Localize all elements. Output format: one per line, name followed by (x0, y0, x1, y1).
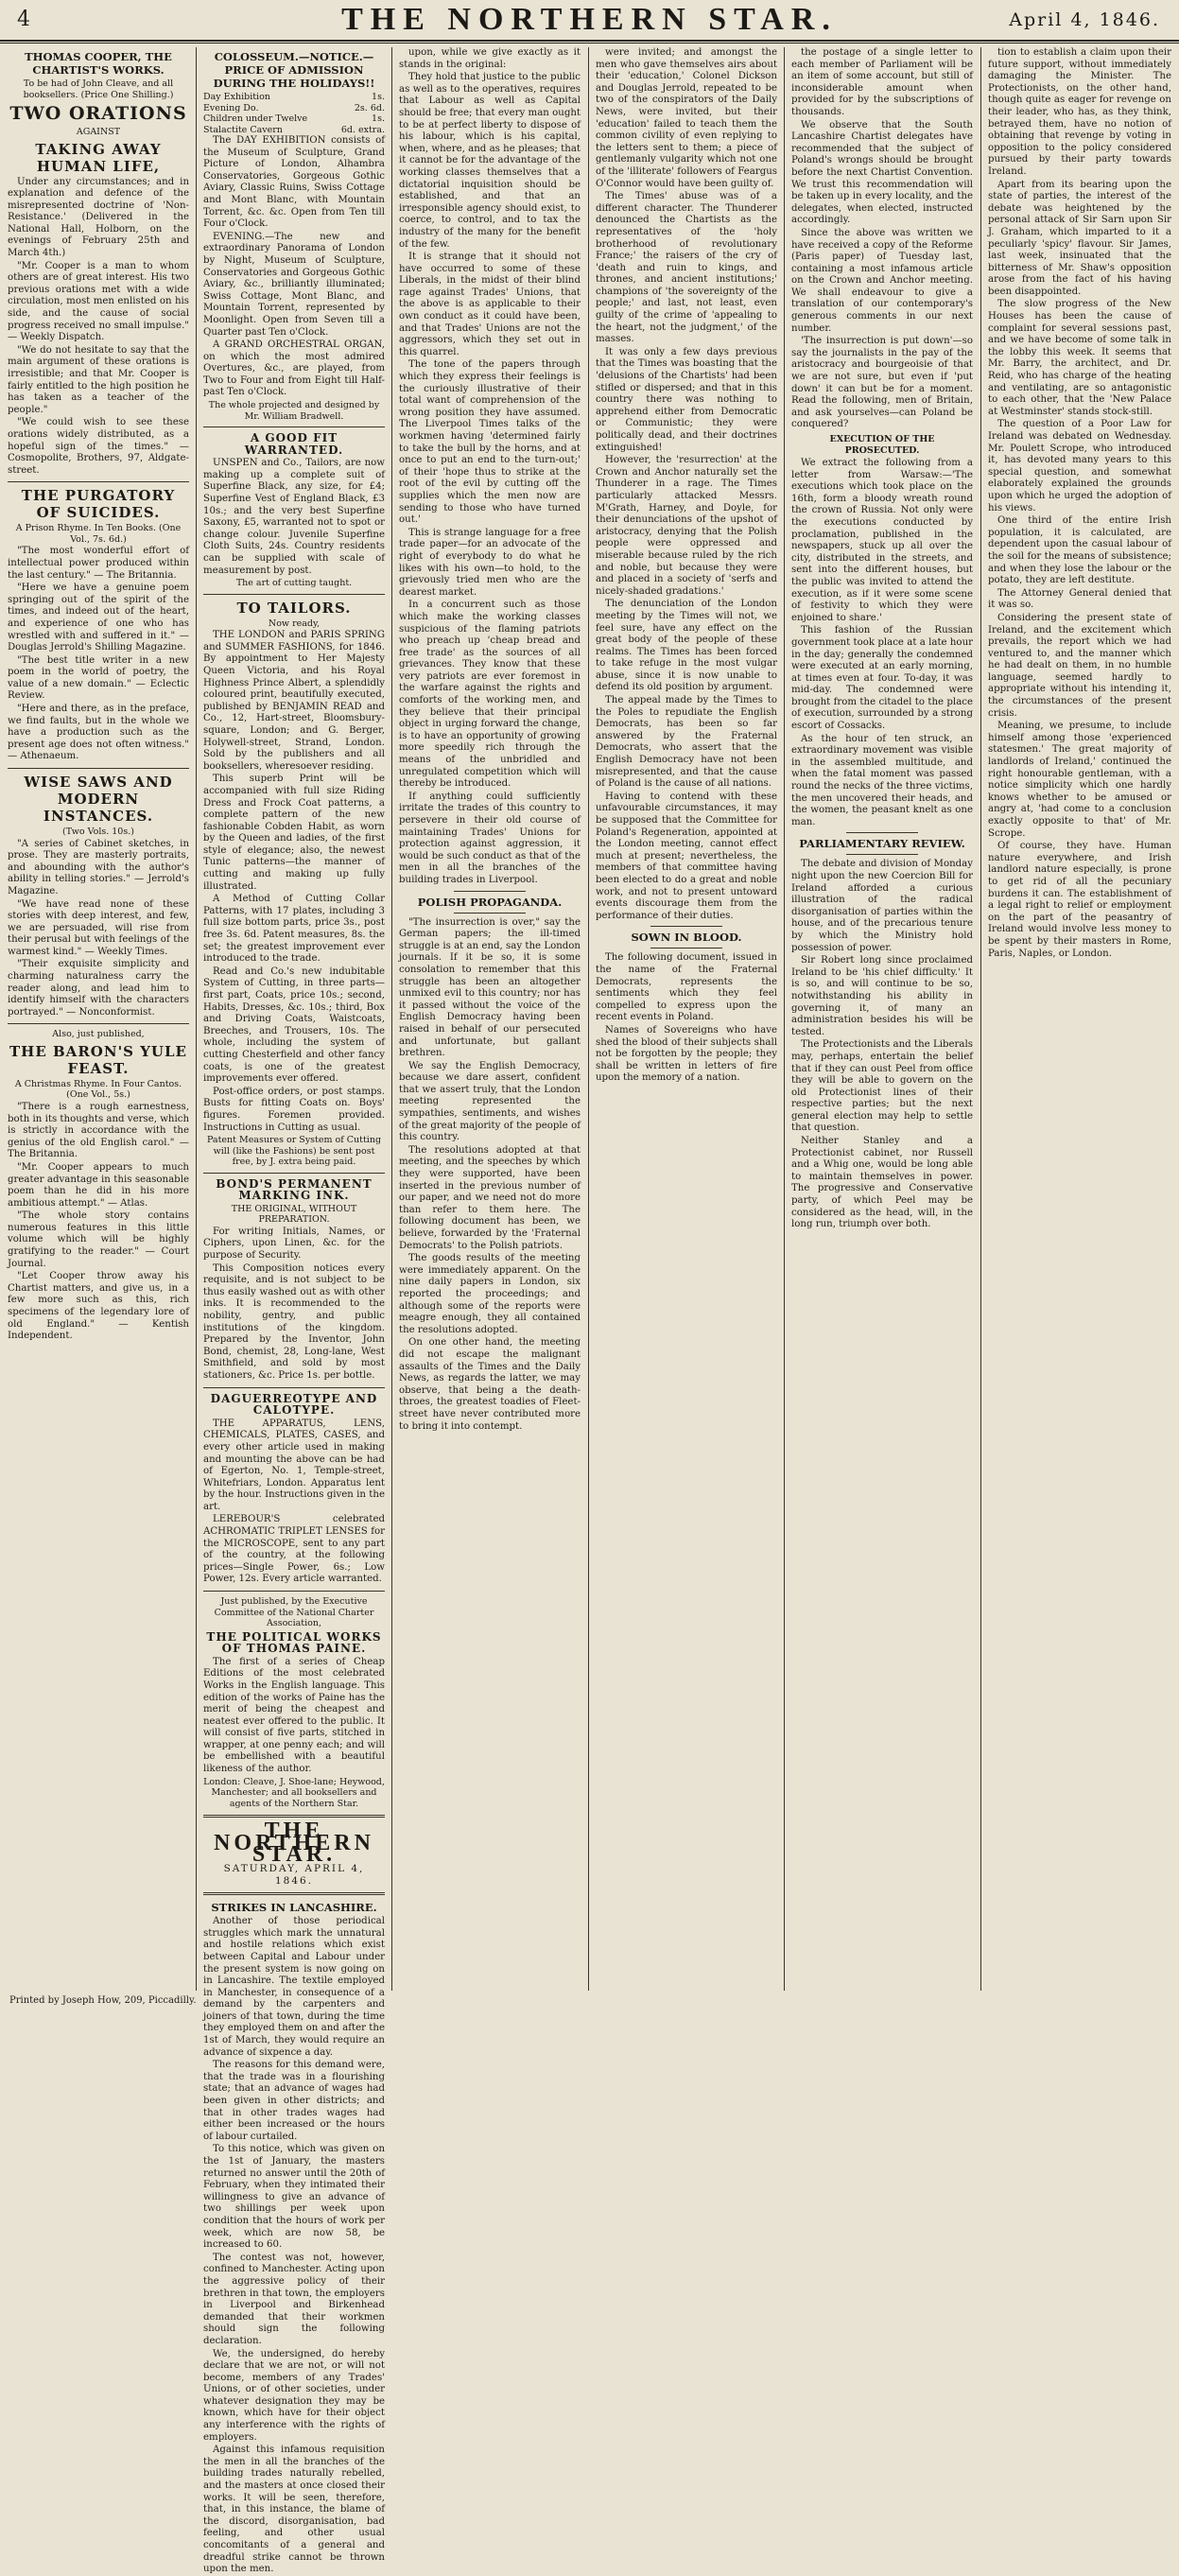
article-paragraph: The tone of the papers through which they express their feelings is the curiously illustrative of their total want of comprehension of the wrong position they have assumed. The Liverpool Times talks of the workmen having 'determined fairly to take the bull by the horns, and at once to put an end to the turn-out;' of their 'hope thus to strike at the root of the evil by cutting off the supplies which the men now are sending to those who have turned out.' (399, 359, 581, 526)
article-paragraph: As the hour of ten struck, an extraordinary movement was visible in the assembled multitude, and when the fatal moment was passed round the necks of the three victims, the men uncovered their heads, and the women, the peasant knelt as one man. (791, 733, 973, 827)
article-paragraph: The Attorney General denied that it was so. (988, 587, 1171, 611)
paper-name: THE NORTHERN STAR. (341, 2, 838, 37)
column-rule (391, 47, 392, 1991)
ad-heading: COLOSSEUM.—NOTICE.—PRICE OF ADMISSION DURING THE HOLIDAYS!! (213, 50, 375, 90)
ad-paragraph: UNSPEN and Co., Tailors, are now making up a complete suit of Superfine Black, any size, for £4; Superfine Vest of England Black, £3 10s.; and the very best Superfine Saxony, £5, warranted not to spot or change colour. Juvenile Superfine Cloth Suits, 24s. Country residents can be supplied with scale of measurement by post. (203, 458, 385, 576)
ad-heading: THE POLITICAL WORKS OF THOMAS PAINE. (206, 1629, 382, 1656)
ad-paragraph: "The best title writer in a new poem in the world of poetry, the value of a new domain." — Eclectic Review. (8, 654, 189, 702)
issue-date: April 4, 1846. (1009, 9, 1160, 30)
ad-paragraph: "A series of Cabinet sketches, in prose. They are masterly portraits, and abounding with the author's ability in telling stories." — Jerrold's Magazine. (8, 838, 189, 896)
price-row (203, 92, 385, 103)
printer-imprint: Printed by Joseph How, 209, Piccadilly. (9, 1995, 197, 2006)
divider (203, 426, 385, 427)
ad-heading: WISE SAWS AND MODERN INSTANCES. (24, 774, 173, 826)
price-row (203, 125, 385, 136)
article-paragraph: We observe that the South Lancashire Chartist delegates have recommended that the subject of Poland's wrongs should be brought before the next Chartist Convention. We trust this recommendation will be taken up in every locality, and the delegates, when elected, instructed accordingly. (791, 119, 973, 226)
article-paragraph: It was only a few days previous that the Times was boasting that the 'delusions of the Chartists' had been stifled or dispersed; and that in this country there was nothing to apprehend either from Democratic or Communistic; they were politically dead, and their doctrines extinguished! (596, 346, 777, 453)
ad-paragraph: A Method of Cutting Collar Patterns, with 17 plates, including 3 full size bottom parts, price 3s., post free 3s. 6d. Patent measures, 8s. the set; the greatest improvement ever introduced to the trade. (203, 894, 385, 965)
article-paragraph: To this notice, which was given on the 1st of January, the masters returned no answer until the 20th of February, when they intimated their willingness to give an advance of two shillings per week upon condition that the hours of work per week, which are now 58, be increased to 60. (203, 2144, 385, 2251)
ad-paragraph: "Mr. Cooper is a man to whom others are of great interest. His two previous orations met with a wide circulation, most men enlisted on his side, and the cause of social progress received no small impulse." — Weekly Dispatch. (8, 260, 189, 343)
column-2 (203, 47, 385, 2575)
ad-paragraph: Under any circumstances; and in explanation and defence of the misrepresented doctrine of 'Non-Resistance.' (Delivered in the National Hall, Holborn, on the evenings of February 25th and March 4th.) (8, 176, 189, 259)
ad-paragraph: Post-office orders, or post stamps. Busts for fitting Coats on. Boys' figures. Foremen provided. Instructions in Cutting as usual. (203, 1086, 385, 1133)
article-paragraph: Names of Sovereigns who have shed the blood of their subjects shall not be forgotten by the people; they shall be written in letters of fire upon the memory of a nation. (596, 1024, 777, 1084)
article-paragraph: were invited; and amongst the men who gave themselves airs about their 'education,' Colonel Dickson and Douglas Jerrold, repeated to be two of the conspirators of the Daily News, were invited, but their 'education' failed to teach them the common civility of even replying to the letters sent to them; a piece of gentlemanly vulgarity which not one of the 'illiterate' followers of Feargus O'Connor would have been guilty of. (596, 47, 777, 189)
article-paragraph: Another of those periodical struggles which mark the unnatural and hostile relations which exist between Capital and Labour under the present system is now going on in Lancashire. The textile employed in Manchester, in consequence of a demand by the carpenters and joiners of that town, during the time they employed them on and after the 1st of March, they would require an advance of sixpence a day. (203, 1916, 385, 2058)
price-label: Stalactite Cavern (203, 124, 283, 135)
ad-subheading: To be had of John Cleave, and all booksellers. (Price One Shilling.) (23, 78, 174, 100)
article-heading: SOWN IN BLOOD. (631, 931, 742, 945)
article-paragraph: This fashion of the Russian government took place at a late hour in the day; generally the condemned were executed at an early morning, at times even at four. To-day, it was mid-day. The condemned were brought from the citadel to the place of execution, surrounded by a strong escort of Cossacks. (791, 625, 973, 732)
divider (846, 854, 919, 855)
divider (203, 594, 385, 595)
ad-paragraph: "Here we have a genuine poem springing out of the spirit of the times, and indeed out of the heart, and experience of one who has wrestled with and suffered in it." — Douglas Jerrold's Shilling Magazine. (8, 583, 189, 653)
column-rule (784, 47, 785, 1991)
ad-paragraph: This superb Print will be accompanied with full size Riding Dress and Frock Coat patterns, a complete pattern of the new fashionable Cobden Habit, as worn by the Queen and ladies, of the first style of elegance; also, the newest Tunic patterns—the manner of cutting and making up fully illustrated. (203, 774, 385, 892)
ad-heading: TWO ORATIONS (9, 103, 187, 124)
column-5 (791, 47, 973, 1991)
article-paragraph: We, the undersigned, do hereby declare that we are not, or will not become, members of any Trades' Unions, or of other societies, under whatever designation they may be known, which have for their object any interference with the rights of employers. (203, 2348, 385, 2443)
ad-paragraph: For writing Initials, Names, or Ciphers, upon Linen, &c. for the purpose of Security. (203, 1226, 385, 1261)
divider (203, 1387, 385, 1388)
ad-paragraph: "Mr. Cooper appears to much greater advantage in this seasonable poem than he did in his more ambitious attempt." — Atlas. (8, 1161, 189, 1209)
ad-footer: The art of cutting taught. (235, 578, 353, 589)
divider (203, 1591, 385, 1592)
divider (650, 948, 723, 949)
article-paragraph: Having to contend with these unfavourable circumstances, it may be supposed that the Committee for Poland's Regeneration, appointed at the London meeting, cannot effect much at present; nevertheless, the members of that committee having been elected to do a great and noble work, and not to present untoward events discourage them from the performance of their duties. (596, 791, 777, 921)
article-paragraph: It is strange that it should not have occurred to some of these Liberals, in the midst of their blind rage against Trades' Unions, that the above is as applicable to their own conduct as it could have been, and that Trades' Unions are not the aggressors, which they set out in this quarrel. (399, 252, 581, 357)
article-paragraph: The reasons for this demand were, that the trade was in a flourishing state; that an advance of wages had been given in other districts; and that in other trades wages had either been increased or the hours of labour curtailed. (203, 2060, 385, 2142)
ad-heading: BOND'S PERMANENT MARKING INK. (216, 1176, 373, 1203)
article-paragraph: The slow progress of the New Houses has been the cause of complaint for several sessions past, and we have become of some talk in the lobby this week. It seems that Mr. Barry, the architect, and Dr. Reid, who has charge of the heating and ventilating, are so antagonistic to each other, that the 'New Palace at Westminster' stands stock-still. (988, 299, 1171, 417)
article-paragraph: Since the above was written we have received a copy of the Reforme (Paris paper) of Tuesday last, containing a most infamous article on the Crown and Anchor meeting. We shall endeavour to give a translation of our contemporary's generous comments in our next number. (791, 227, 973, 334)
article-paragraph: The Times' abuse was of a different character. The Thunderer denounced the Chartists as the representatives of the 'holy brotherhood of revolutionary France;' the raisers of the cry of 'death and ruin to kings, and thrones, and ancient institutions;' champions of 'the sovereignty of the people;' and last, not least, even guilty of the crime of 'appealing to the heart, not the judgment,' of the masses. (596, 191, 777, 345)
divider (203, 1815, 385, 1818)
ad-paragraph: LEREBOUR'S celebrated ACHROMATIC TRIPLET LENSES for the MICROSCOPE, sent to any part of the country, at the following prices—Single Power, 6s.; Low Power, 12s. Every article warranted. (203, 1514, 385, 1585)
article-paragraph: 'The insurrection is put down'—so say the journalists in the pay of the aristocracy and bourgeoisie of that we are not sure, but even if 'put down' it can but be for a moment. Read the following, men of Britain, and ask yourselves—can Poland be conquered? (791, 336, 973, 430)
ad-heading: TO TAILORS. (236, 599, 352, 617)
ad-paragraph: "There is a rough earnestness, both in its thoughts and verse, which is strictly in accordance with the genius of the old English carol." — The Britannia. (8, 1101, 190, 1160)
ad-heading: THE PURGATORY OF SUICIDES. (21, 487, 176, 522)
ad-subheading: Also, just published, (52, 1029, 145, 1040)
ad-footer: London: Cleave, J. Shoe-lane; Heywood, Manchester; and all booksellers and agents of the Northern Star. (203, 1776, 385, 1809)
ad-paragraph: The DAY EXHIBITION consists of the Museum of Sculpture, Grand Picture of London, Alhambra Conservatories, Gorgeous Gothic Aviary, Classic Ruins, Swiss Cottage and Mont Blanc, with Mountain Torrent, &c. &c. Open from Ten till Four o'Clock. (203, 135, 385, 230)
ad-paragraph: "We have read none of these stories with deep interest, and few, we are persuaded, will rise from their perusal but with feelings of the warmest kind." — Weekly Times. (8, 898, 189, 957)
ad-paragraph: A GRAND ORCHESTRAL ORGAN, on which the most admired Overtures, &c., are played, from Two to Four and from Eight till Half-past Ten o'Clock. (203, 339, 385, 398)
divider (8, 481, 189, 482)
ad-heading: A GOOD FIT WARRANTED. (244, 431, 344, 457)
article-paragraph: Against this infamous requisition the men in all the branches of the building trades naturally rebelled, and the masters at once closed their works. It will be seen, therefore, that, in this instance, the blame of the discord, disorganisation, bad feeling, and other usual concomitants of a general and dreadful strike cannot be thrown upon the men. (203, 2445, 385, 2575)
masthead (0, 0, 1179, 42)
ad-paragraph: This Composition notices every requisite, and is not subject to be thus easily washed out as with other inks. It is recommended to the nobility, gentry, and public institutions of the kingdom. Prepared by the Inventor, John Bond, chemist, 28, Long-lane, West Smithfield, and sold by most stationers, &c. Price 1s. per bottle. (203, 1262, 385, 1381)
ad-paragraph: "The most wonderful effort of intellectual power produced within the last century." — The Britannia. (8, 546, 189, 581)
ad-paragraph: THE APPARATUS, LENS, CHEMICALS, PLATES, CASES, and every other article used in making and mounting the above can be had of Egerton, No. 1, Temple-street, Whitefriars, London. Apparatus lent by the hour. Instructions given in the art. (203, 1418, 385, 1512)
price-value: 6d. extra. (340, 124, 385, 135)
divider (203, 1892, 385, 1895)
article-paragraph: In a concurrent such as those which make the working classes suspicious of the flaming patriots who preach up 'cheap bread and free trade' as the sources of all grievances. They know that these very patriots are ever foremost in the warfare against the rights and comforts of the working men, and they believe that their principal object in urging forward the change, is to have an opportunity of growing more speedily rich through the means of the unbridled and unregulated competition which will thereby be introduced. (399, 600, 581, 790)
article-paragraph: The goods results of the meeting were immediately apparent. On the nine daily papers in London, six reported the proceedings; and although some of the reports were meagre enough, they all contained the resolutions adopted. (399, 1253, 581, 1335)
article-paragraph: "The insurrection is over," say the German papers; the ill-timed struggle is at an end, say the London journals. If it be so, it is some consolation to remember that this struggle has been an altogether unmixed evil to this country; nor has it passed without the voice of the English Democracy having been raised in behalf of our persecuted and unfortunate, but gallant brethren. (399, 916, 581, 1059)
article-paragraph: Neither Stanley and a Protectionist cabinet, nor Russell and a Whig one, would be long able to maintain themselves in power. The progressive and Conservative party, of which Peel may be considered as the head, will, in the long run, triumph over both. (791, 1136, 973, 1230)
column-rule (588, 47, 589, 1991)
price-list (203, 92, 385, 135)
article-paragraph: tion to establish a claim upon their future support, without immediately damaging the Minister. The Protectionists, on the other hand, though quite as eager for revenge on their leader, who has, as they think, betrayed them, have no notion of obtaining that revenge by voting in opposition to the policy considered pursued by their party towards Ireland. (988, 47, 1171, 177)
ad-paragraph: The first of a series of Cheap Editions of the most celebrated Works in the English language. This edition of the works of Paine has the merit of being the cheapest and neatest ever offered to the public. It will consist of five parts, stitched in wrapper, at one penny each; and will be embellished with a beautiful likeness of the author. (203, 1656, 385, 1775)
ad-subheading: Just published, by the Executive Committee of the National Charter Association, (214, 1596, 374, 1629)
column-3 (399, 47, 581, 1991)
ad-paragraph: "We could wish to see these orations widely distributed, as a hopeful sign of the times." — Cosmopolite, Brothers, 97, Aldgate-street. (8, 417, 189, 476)
article-paragraph: If anything could sufficiently irritate the trades of this country to persevere in their old course of maintaining Trades' Unions for protection against aggression, it would be such conduct as that of the men in all the branches of the building trades in Liverpool. (399, 791, 581, 885)
ad-footer: Patent Measures or System of Cutting will (like the Fashions) be sent post free, by J. extra being paid. (206, 1135, 382, 1168)
price-label: Day Exhibition (203, 92, 270, 102)
article-paragraph: The denunciation of the London meeting by the Times will not, we feel sure, have any effect on the great body of the people of these realms. The Times has been forced to take refuge in the most vulgar abuse, since it is now unable to defend its old position by argument. (596, 599, 777, 693)
ad-subheading: AGAINST (76, 127, 121, 137)
divider (8, 1023, 189, 1024)
article-paragraph: The contest was not, however, confined to Manchester. Acting upon the aggressive policy of their brethren in that town, the employers in Liverpool and Birkenhead demanded that their workmen should sign the following declaration. (203, 2252, 385, 2346)
article-paragraph: The Protectionists and the Liberals may, perhaps, entertain the belief that if they can oust Peel from office they will be able to govern on the old Protectionist lines of their respective parties; but the next general election may help to settle that question. (791, 1039, 973, 1134)
ad-paragraph: "Let Cooper throw away his Chartist matters, and give us, in a few more such as this, rich specimens of the legendary lore of old England." — Kentish Independent. (8, 1271, 189, 1342)
article-paragraph: We extract the following from a letter from Warsaw:—'The executions which took place on the 16th, form a bloody wreath round the crown of Russia. Not only were the executions conducted by proclamation, published in the newspapers, stuck up all over the city, distributed in the streets, and sent into the different houses, but the public was invited to attend the execution, as if it were some scene of festivity to which they were enjoined to share.' (791, 458, 973, 623)
divider (846, 832, 919, 833)
ad-paragraph: "The whole story contains numerous features in this little volume which will be highly gratifying to the reader." — Court Journal. (8, 1210, 189, 1269)
column-1 (8, 47, 189, 1991)
article-paragraph: The resolutions adopted at that meeting, and the speeches by which they were supported, have been inserted in the previous number of our paper, and we need not do more than refer to them here. The following document has been, we believe, forwarded by the 'Fraternal Democrats' to the Polish patriots. (399, 1144, 581, 1251)
price-value: 1s. (372, 113, 385, 124)
ad-paragraph: "We do not hesitate to say that the main argument of these orations is irresistible; and that Mr. Cooper is fairly entitled to the high position he has taken as a teacher of the people." (8, 344, 189, 415)
ad-heading: DAGUERREOTYPE AND CALOTYPE. (210, 1391, 378, 1418)
article-paragraph: On one other hand, the meeting did not escape the malignant assaults of the Times and the Daily News, as regards the latter, we may observe, that being a the death-throes, the greatest toadies of Fleet-street have never contributed more to bring it into contempt. (399, 1337, 581, 1432)
article-paragraph: Of course, they have. Human nature everywhere, and Irish landlord nature especially, is prone to get rid of all the pecuniary burdens it can. The establishment of a legal right to relief or employment on the part of the peasantry of Ireland would involve less money to be spent by their masters in Rome, Paris, Naples, or London. (988, 841, 1171, 959)
price-label: Children under Twelve (203, 113, 308, 124)
column-rule (980, 47, 981, 1991)
ad-subheading: Now ready, (268, 618, 321, 629)
article-paragraph: The question of a Poor Law for Ireland was debated on Wednesday. Mr. Poulett Scrope, who introduced it, has devoted many years to this special question, and somewhat elaborately explained the grounds upon which he urged the adoption of his views. (988, 419, 1171, 513)
price-row (203, 103, 385, 114)
article-paragraph: Sir Robert long since proclaimed Ireland to be 'his chief difficulty.' It is so, and will continue to be so, notwithstanding his ability in governing it, of many an administration besides his will be tested. (791, 955, 973, 1037)
article-paragraph: the postage of a single letter to each member of Parliament will be an item of some account, but still of inconsiderable amount when provided for by the subscriptions of thousands. (791, 47, 973, 117)
article-paragraph: However, the 'resurrection' at the Crown and Anchor naturally set the Thunderer in a rage. The Times particularly attacked Messrs. M'Grath, Harney, and Doyle, for their denunciations of the upshot of aristocracy, denying that the Polish people were oppressed and miserable because ruled by the rich and noble, but because they were and placed in a society of 'serfs and nicely-shaded gradations.' (596, 455, 777, 597)
article-paragraph: This is strange language for a free trade paper—for an advocate of the right of everybody to do what he likes with his own—to hold, to the grievously tried men who are the dearest market. (399, 527, 581, 598)
page-number: 4 (17, 8, 30, 31)
ad-paragraph: EVENING.—The new and extraordinary Panorama of London by Night, Museum of Sculpture, Conservatories and Gorgeous Gothic Aviary, &c., brilliantly illuminated; Swiss Cottage, Mont Blanc, and Mountain Torrent, represented by Moonlight. Open from Seven till a Quarter past Ten o'Clock. (203, 231, 385, 338)
ad-paragraph: "Their exquisite simplicity and charming naturalness carry the reader along, and lead him to identify himself with the characters portrayed." — Nonconformist. (8, 959, 189, 1018)
masthead-rule (0, 43, 1179, 44)
article-paragraph: They hold that justice to the public as well as to the operatives, requires that Labour as well as Capital should be free; that every man ought to be at perfect liberty to dispose of his labour, which is his capital, when, where, and as he pleases; that it cannot be for the advantage of the working classes themselves that a dictatorial inquisition should be established, and that an irresponsible agency should exist, to coerce, to control, and to tax the industry of the many for the benefit of the few. (399, 72, 581, 250)
article-heading: PARLIAMENTARY REVIEW. (799, 837, 965, 851)
article-paragraph: The debate and division of Monday night upon the new Coercion Bill for Ireland afforded a curious illustration of the radical disorganisation of parties within the house, and of the precarious tenure by which the Ministry hold possession of power. (791, 859, 973, 953)
column-4 (596, 47, 777, 1991)
article-paragraph: Apart from its bearing upon the state of parties, the interest of the debate was heightened by the personal attack of Sir Sarn upon Sir J. Graham, which imparted to it a peculiarly 'spicy' flavour. Sir James, last week, insinuated that the bitterness of Mr. Shaw's opposition arose from the fact of his having been disappointed. (988, 179, 1171, 297)
ad-footer: The whole projected and designed by Mr. William Bradwell. (208, 400, 380, 422)
article-paragraph: The following document, issued in the name of the Fraternal Democrats, represents the sentiments which they feel compelled to express upon the recent events in Poland. (596, 952, 777, 1023)
article-paragraph: Considering the present state of Ireland, and the excitement which prevails, the report which we had ventured to, and the manner which he had dealt on them, in no humble language, seemed hardly to appropriate without his intending it, the circumstances of the present crisis. (988, 612, 1171, 719)
ad-subheading: (Two Vols. 10s.) (62, 827, 134, 838)
ad-subheading: A Prison Rhyme. In Ten Books. (One Vol., 7s. 6d.) (15, 523, 182, 545)
ad-paragraph: Read and Co.'s new indubitable System of Cutting, in three parts—first part, Coats, price 10s.; second, Habits, Dresses, &c. 10s.; third, Box and Driving Coats, Waistcoats, Breeches, and Trousers, 10s. The whole, including the system of cutting Chesterfield and other fancy coats, is one of the greatest improvements ever offered. (203, 966, 385, 1085)
ad-heading: TAKING AWAY HUMAN LIFE, (35, 140, 162, 175)
ad-paragraph: THE LONDON and PARIS SPRING and SUMMER FASHIONS, for 1846. By appointment to Her Majesty Queen Victoria, and his Royal Highness Prince Albert, a splendidly coloured print, beautifully executed, published by BENJAMIN READ and Co., 12, Hart-street, Bloomsbury-square, London; and G. Berger, Holywell-street, Strand, London. Sold by the publishers and all booksellers, wheresoever residing. (203, 630, 385, 772)
ad-subheading: THE ORIGINAL, WITHOUT PREPARATION. (231, 1203, 357, 1226)
article-heading: EXECUTION OF THE PROSECUTED. (829, 434, 935, 456)
ad-subheading: A Christmas Rhyme. In Four Cantos. (One Vol., 5s.) (14, 1078, 182, 1101)
article-heading: POLISH PROPAGANDA. (417, 895, 563, 909)
ad-paragraph: "Here and there, as in the preface, we find faults, but in the whole we have a production such as the present age does not often witness." — Athenaeum. (8, 704, 189, 762)
divider (650, 926, 723, 927)
ad-heading: THOMAS COOPER, THE CHARTIST'S WORKS. (25, 50, 172, 77)
article-paragraph: Meaning, we presume, to include himself among those 'experienced statesmen.' The great majority of landlords of Ireland,' continued the right honourable gentleman, with a notice simplicity which one hardly knows whether to be amused or angry at, 'had come to a conclusion exactly opposite to that' of Mr. Scrope. (988, 721, 1171, 839)
ad-heading: THE BARON'S YULE FEAST. (9, 1042, 187, 1077)
price-label: Evening Do. (203, 102, 259, 113)
section-nameplate: THE NORTHERN STAR. (214, 1819, 374, 1868)
article-heading: STRIKES IN LANCASHIRE. (211, 1901, 377, 1915)
divider (454, 913, 527, 914)
divider (8, 768, 189, 769)
column-6 (988, 47, 1171, 1991)
column-rule (196, 47, 197, 1991)
divider (203, 1173, 385, 1174)
article-paragraph: The appeal made by the Times to the Poles to repudiate the English Democrats, has been so far answered by the Fraternal Democrats, who assert that the English Democracy have not been misrepresented, and that the cause of Poland is the cause of all nations. (596, 695, 777, 790)
article-paragraph: We say the English Democracy, because we dare assert, confident that we assert truly, that the London meeting represented the sympathies, sentiments, and wishes of the great majority of the people of this country. (399, 1060, 581, 1143)
price-row (203, 113, 385, 125)
divider (454, 891, 527, 892)
article-paragraph: upon, while we give exactly as it stands in the original: (399, 47, 581, 70)
price-value: 1s. (372, 92, 385, 102)
article-paragraph: One third of the entire Irish population, it is calculated, are dependent upon the casual labour of the soil for the means of subsistence; and when they lose the labour or the potato, they are left destitute. (988, 515, 1171, 586)
section-dateline: SATURDAY, APRIL 4, 1846. (223, 1862, 365, 1887)
price-value: 2s. 6d. (354, 102, 385, 113)
